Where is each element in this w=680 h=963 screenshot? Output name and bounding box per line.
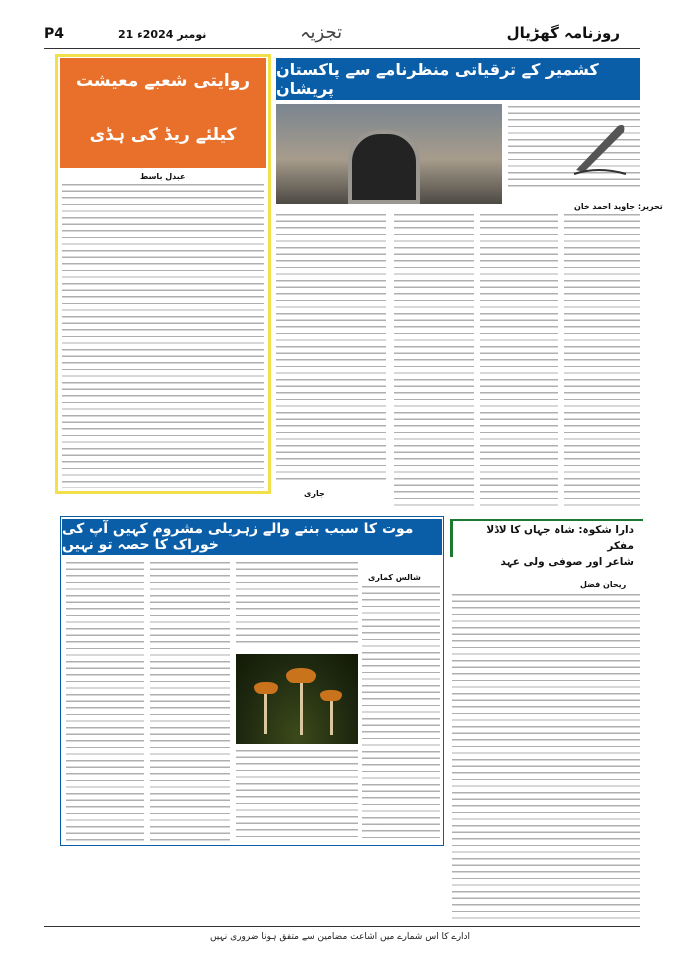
kashmir-author: تحریر: جاوید احمد خان: [574, 202, 663, 211]
mushroom-col-2b: [236, 750, 358, 842]
economy-author: عبدل باسط: [140, 172, 186, 181]
mushroom-col-2a: [236, 562, 358, 648]
economy-headline-box: [60, 58, 266, 168]
darashikoh-author: ریحان فضل: [580, 580, 627, 589]
tunnel-photo: [276, 104, 502, 204]
mushroom-headline: موت کا سبب بننے والے زہریلی مشروم کہیں آپ کی خوراک کا حصہ تو نہیں: [62, 519, 442, 555]
mushroom-author: شالس کماری: [368, 573, 421, 582]
newspaper-name: روزنامہ گھڑیال: [506, 24, 620, 42]
economy-headline-1: روایتی شعبے معیشت: [75, 71, 251, 91]
section-title: تجزیہ: [300, 22, 343, 43]
mushroom-photo: [236, 654, 358, 744]
economy-headline-2: کیلئے ریڈ کی ہڈی: [89, 125, 237, 145]
kashmir-col-4: [276, 214, 386, 484]
masthead-rule: [44, 48, 640, 49]
darashikoh-body: [452, 594, 640, 920]
darashikoh-headline-1: دارا شکوہ: شاہ جہاں کا لاڈلا مفکر: [486, 524, 634, 552]
darashikoh-headline-2: شاعر اور صوفی ولی عہد: [500, 556, 634, 568]
footer-rule: [44, 926, 640, 927]
mushroom-col-1: [362, 586, 440, 842]
kashmir-headline: کشمیر کے ترقیاتی منظرنامے سے پاکستان پریشان: [276, 58, 640, 100]
tunnel-arch: [348, 130, 420, 204]
kashmir-col-1: [564, 214, 640, 506]
quill-icon: [568, 118, 632, 178]
issue-date: 21 نومبر 2024ء: [118, 28, 207, 41]
footer-disclaimer: ادارے کا اس شمارے میں اشاعت مضامین سے متفق ہونا ضروری نہیں: [209, 932, 471, 942]
continued-marker: جاری: [304, 489, 325, 498]
kashmir-col-2: [480, 214, 558, 506]
page-number: P4: [44, 26, 65, 42]
economy-body: [62, 184, 264, 488]
mushroom-col-3: [150, 562, 230, 842]
mushroom-col-4: [66, 562, 144, 842]
kashmir-col-3: [394, 214, 474, 506]
darashikoh-headline: [458, 522, 634, 570]
